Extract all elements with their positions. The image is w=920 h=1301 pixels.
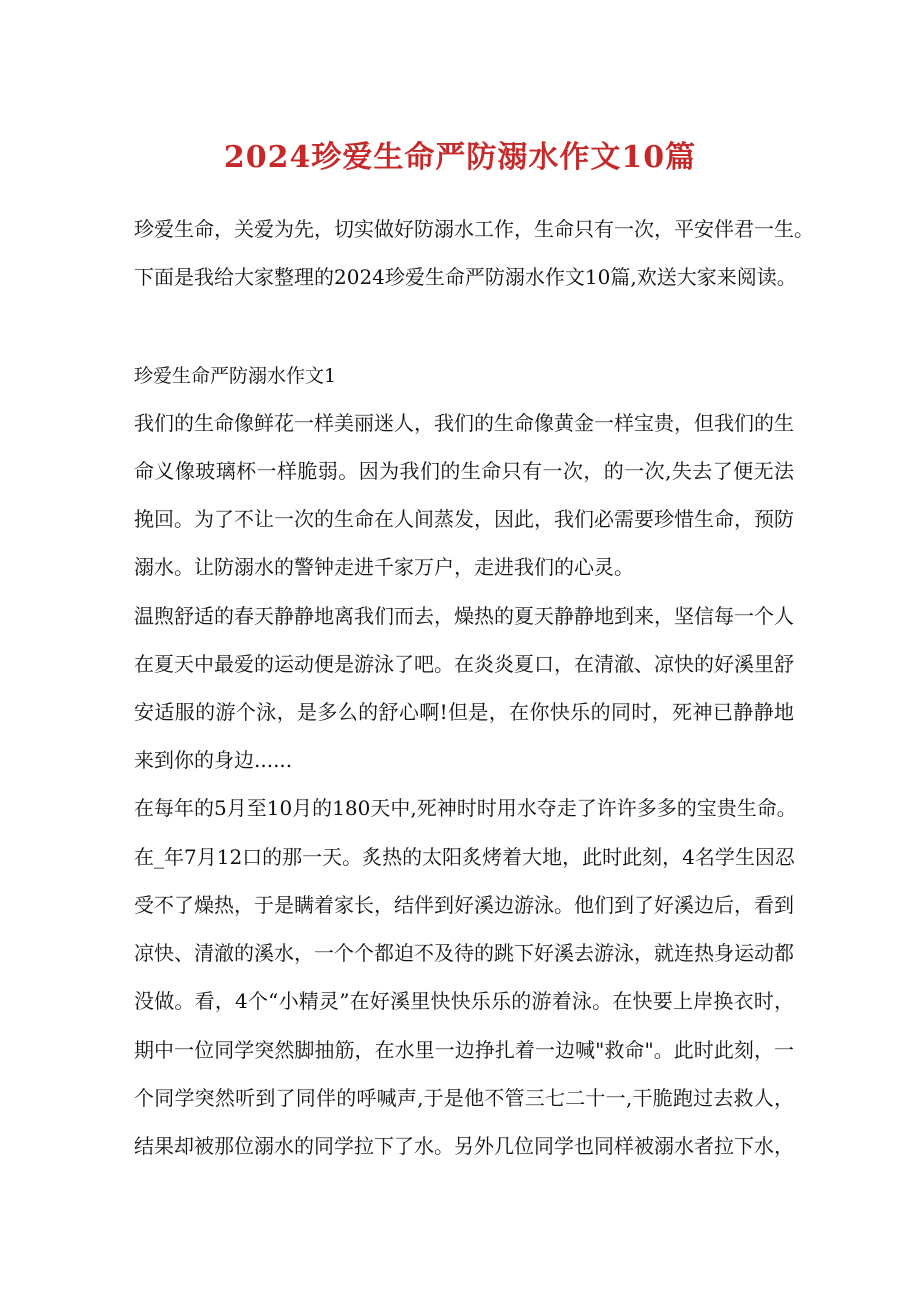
paragraph-line: 在_年7月12口的那一天。炙热的太阳炙烤着大地，此时此刻，4名学生因忍 [134, 845, 795, 869]
paragraph-line: 命义像玻璃杯一样脆弱。因为我们的生命只有一次，的一次,失去了便无法 [134, 459, 794, 483]
paragraph-line: 安适服的游个泳，是多么的舒心啊!但是，在你快乐的同时，死神已静静地 [134, 700, 794, 724]
section-heading: 珍爱生命严防溺水作文1 [134, 365, 337, 387]
paragraph-line: 受不了燥热，于是瞒着家长，结伴到好溪边游泳。他们到了好溪边后，看到 [134, 893, 794, 917]
paragraph-line: 溺水。让防溺水的警钟走进千家万户，走进我们的心灵。 [134, 555, 634, 579]
paragraph-line: 凉快、清澈的溪水，一个个都迫不及待的跳下好溪去游泳，就连热身运动都 [134, 941, 794, 965]
paragraph-line: 我们的生命像鲜花一样美丽迷人，我们的生命像黄金一样宝贵，但我们的生 [134, 411, 794, 435]
paragraph-line: 来到你的身边...... [134, 748, 293, 772]
paragraph-line: 期中一位同学突然脚抽筋，在水里一边挣扎着一边喊"救命"。此时此刻，一 [134, 1038, 794, 1062]
paragraph-line: 在每年的5月至10月的180天中,死神时时用水夺走了许许多多的宝贵生命。 [134, 796, 797, 820]
paragraph-line: 个同学突然听到了同伴的呼喊声,于是他不管三七二十一,干脆跑过去救人， [134, 1086, 794, 1110]
paragraph-line: 挽回。为了不让一次的生命在人间蒸发，因此，我们必需要珍惜生命，预防 [134, 507, 794, 531]
paragraph-line: 在夏天中最爱的运动便是游泳了吧。在炎炎夏口，在清澈、凉快的好溪里舒 [134, 652, 794, 676]
paragraph-line: 没做。看，4个“小精灵”在好溪里快快乐乐的游着泳。在快要上岸换衣时， [134, 989, 794, 1013]
paragraph-line: 结果却被那位溺水的同学拉下了水。另外几位同学也同样被溺水者拉下水， [134, 1134, 794, 1158]
intro-line: 下面是我给大家整理的2024珍爱生命严防溺水作文10篇,欢送大家来阅读。 [134, 265, 797, 289]
intro-line: 珍爱生命，关爱为先，切实做好防溺水工作，生命只有一次，平安伴君一生。 [134, 217, 814, 241]
paragraph-line: 温煦舒适的春天静静地离我们而去，燥热的夏天静静地到来，坚信每一个人 [134, 604, 794, 628]
document-title: 2024珍爱生命严防溺水作文10篇 [223, 140, 697, 175]
